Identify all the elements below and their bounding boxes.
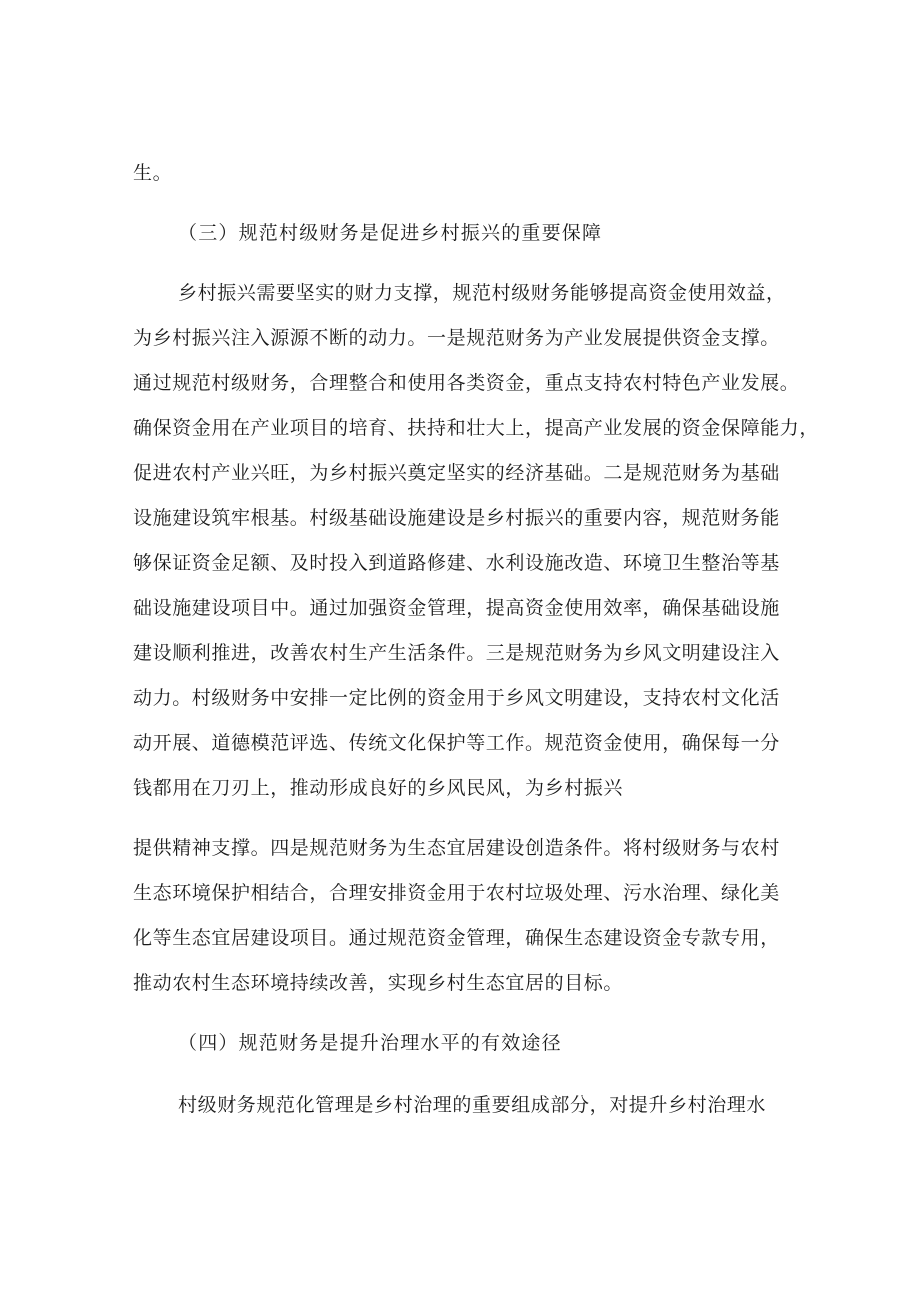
paragraph-line: 化等生态宜居建设项目。通过规范资金管理，确保生态建设资金专款专用，: [133, 927, 780, 949]
paragraph-line: 村级财务规范化管理是乡村治理的重要组成部分，对提升乡村治理水: [178, 1094, 767, 1116]
paragraph-line: 动力。村级财务中安排一定比例的资金用于乡风文明建设，支持农村文化活: [133, 687, 780, 709]
paragraph-line: 生。: [133, 162, 173, 184]
section-heading-4: （四）规范财务是提升治理水平的有效途径: [178, 1032, 562, 1054]
paragraph-line: 为乡村振兴注入源源不断的动力。一是规范财务为产业发展提供资金支撑。: [133, 327, 780, 349]
paragraph-line: 动开展、道德模范评选、传统文化保护等工作。规范资金使用，确保每一分: [133, 732, 780, 754]
paragraph-line: 推动农村生态环境持续改善，实现乡村生态宜居的目标。: [133, 972, 624, 994]
paragraph-line: 通过规范村级财务，合理整合和使用各类资金，重点支持农村特色产业发展。: [133, 372, 800, 394]
section-heading-3: （三）规范村级财务是促进乡村振兴的重要保障: [178, 222, 603, 244]
paragraph-line: 础设施建设项目中。通过加强资金管理，提高资金使用效率，确保基础设施: [133, 597, 780, 619]
paragraph-line: 设施建设筑牢根基。村级基础设施建设是乡村振兴的重要内容，规范财务能: [133, 507, 780, 529]
paragraph-line: 建设顺利推进，改善农村生产生活条件。三是规范财务为乡风文明建设注入: [133, 642, 780, 664]
paragraph-line: 确保资金用在产业项目的培育、扶持和壮大上，提高产业发展的资金保障能力，: [133, 417, 820, 439]
paragraph-line: 促进农村产业兴旺，为乡村振兴奠定坚实的经济基础。二是规范财务为基础: [133, 462, 780, 484]
paragraph-line: 够保证资金足额、及时投入到道路修建、水利设施改造、环境卫生整治等基: [133, 552, 780, 574]
paragraph-line: 乡村振兴需要坚实的财力支撑，规范村级财务能够提高资金使用效益，: [178, 282, 786, 304]
paragraph-line: 钱都用在刀刃上，推动形成良好的乡风民风，为乡村振兴: [133, 777, 624, 799]
paragraph-line: 生态环境保护相结合，合理安排资金用于农村垃圾处理、污水治理、绿化美: [133, 882, 780, 904]
paragraph-line: 提供精神支撑。四是规范财务为生态宜居建设创造条件。将村级财务与农村: [133, 837, 780, 859]
